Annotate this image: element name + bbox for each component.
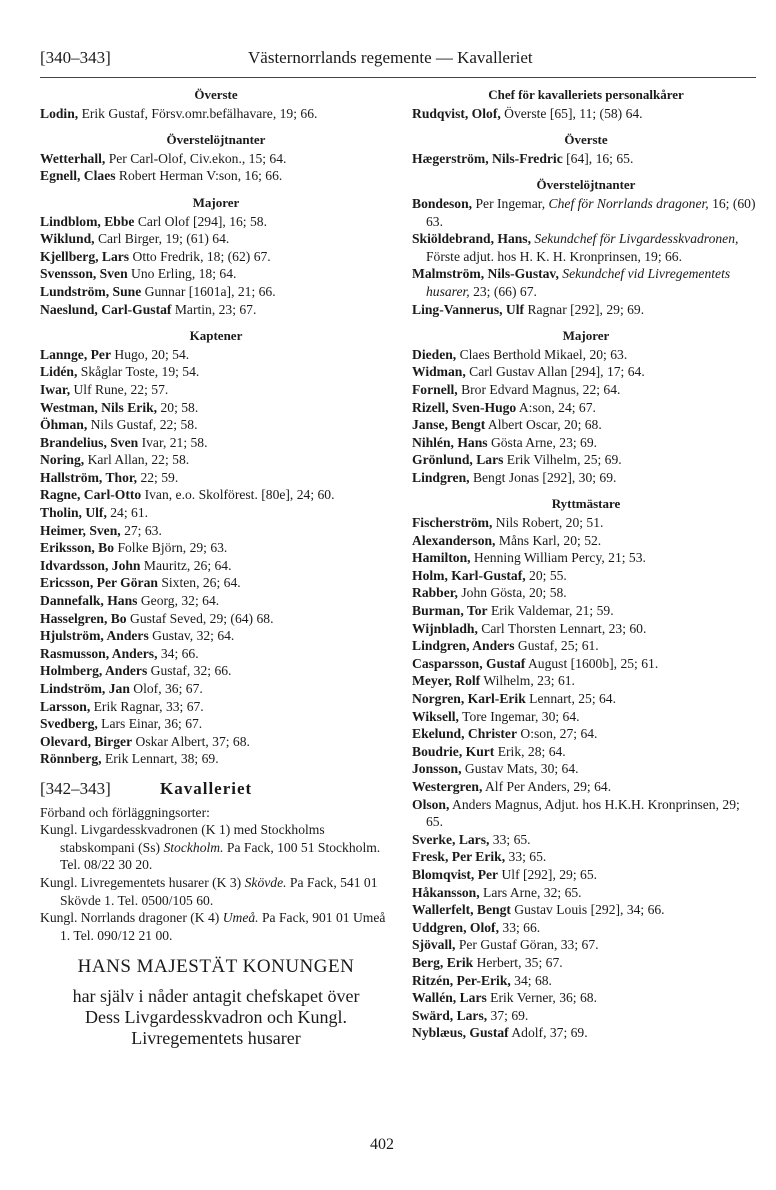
section-title-overstelojtnanter: Överstelöjtnanter xyxy=(536,177,636,193)
section-title-kaptener: Kaptener xyxy=(189,328,243,344)
entry-details: Hugo, 20; 54. xyxy=(110,346,190,362)
entry-name: Widman, xyxy=(412,364,466,380)
entry-details: Nils Robert, 20; 51. xyxy=(492,515,604,531)
unit-address: Pa Fack, 100 51 Stockholm. Tel. 08/22 30 20. xyxy=(60,839,381,873)
unit-location: Skövde. xyxy=(244,874,287,890)
unit-item xyxy=(40,821,392,874)
entry-details: Nils Gustaf, 22; 58. xyxy=(87,417,198,433)
entry-details: 24; 61. xyxy=(106,505,149,521)
entry-details: 34; 66. xyxy=(157,645,199,661)
list-item xyxy=(412,884,760,902)
entry-position: Chef för Norrlands dragoner, xyxy=(548,195,709,211)
entry-name: Meyer, Rolf xyxy=(412,673,481,689)
list-item xyxy=(412,760,760,778)
list-item xyxy=(40,504,392,522)
list-item xyxy=(40,105,392,123)
entry-details-tail: 16; (60) 63. xyxy=(426,195,756,229)
royal-line: har själv i nåder antagit chefskapet över xyxy=(72,985,360,1006)
list-item xyxy=(412,778,760,796)
entry-details: Gustaf, 25; 61. xyxy=(514,638,599,654)
entry-name: Wiksell, xyxy=(412,708,459,724)
entry-name: Wallén, Lars xyxy=(412,990,487,1006)
entry-name: Lindgren, Anders xyxy=(412,638,515,654)
list-item xyxy=(40,469,392,487)
entry-name: Heimer, Sven, xyxy=(40,522,121,538)
list-chef xyxy=(412,105,760,123)
section-title-majorer: Majorer xyxy=(562,328,610,344)
list-item xyxy=(412,399,760,417)
page-header xyxy=(40,48,756,72)
entry-details: 33; 65. xyxy=(505,849,547,865)
entry-details: Oskar Albert, 37; 68. xyxy=(132,733,250,749)
list-item xyxy=(412,451,760,469)
list-item xyxy=(412,866,760,884)
chapter-reference: [342–343] xyxy=(40,778,111,798)
royal-line: Dess Livgardesskvadron och Kungl. xyxy=(85,1006,347,1027)
entry-name: Skiöldebrand, Hans, xyxy=(412,231,531,247)
list-item xyxy=(40,150,392,168)
list-overstelojtnanter xyxy=(40,150,392,185)
entry-details: 22; 59. xyxy=(137,469,179,485)
entry-details: Karl Allan, 22; 58. xyxy=(84,452,190,468)
list-item xyxy=(40,283,392,301)
entry-details: Bror Edvard Magnus, 22; 64. xyxy=(457,381,621,397)
entry-details: 34; 68. xyxy=(510,972,552,988)
entry-details: August [1600b], 25; 61. xyxy=(525,655,659,671)
list-item xyxy=(40,213,392,231)
list-item xyxy=(412,796,760,831)
list-item xyxy=(40,592,392,610)
list-item xyxy=(40,451,392,469)
entry-details: Tore Ingemar, 30; 64. xyxy=(458,708,580,724)
entry-details: 20; 58. xyxy=(157,399,199,415)
list-item xyxy=(40,750,392,768)
units-list xyxy=(40,821,392,944)
entry-name: Ritzén, Per-Erik, xyxy=(412,972,511,988)
entry-name: Hasselgren, Bo xyxy=(40,610,127,626)
entry-name: Tholin, Ulf, xyxy=(40,505,107,521)
list-item xyxy=(412,1007,760,1025)
entry-name: Wiklund, xyxy=(40,231,95,247)
entry-details: Carl Gustav Allan [294], 17; 64. xyxy=(465,364,645,380)
entry-name: Wetterhall, xyxy=(40,150,106,166)
list-item xyxy=(40,715,392,733)
entry-details: Olof, 36; 67. xyxy=(129,681,203,696)
unit-name: Kungl. Livregementets husarer (K 3) xyxy=(40,874,245,890)
entry-name: Dannefalk, Hans xyxy=(40,593,138,609)
entry-details: Överste [65], 11; (58) 64. xyxy=(500,105,643,121)
entry-name: Hægerström, Nils-Fredric xyxy=(412,150,563,166)
unit-location: Umeå. xyxy=(222,910,259,926)
list-item xyxy=(412,919,760,937)
page-reference: [340–343] xyxy=(40,48,111,67)
entry-details: Gustav Mats, 30; 64. xyxy=(461,761,579,777)
entry-details: Wilhelm, 23; 61. xyxy=(480,673,575,689)
section-title-overste: Överste xyxy=(194,87,238,102)
list-majorer xyxy=(412,346,760,487)
entry-details: Robert Herman V:son, 16; 66. xyxy=(115,168,283,184)
list-item xyxy=(412,620,760,638)
unit-address: Pa Fack, 901 01 Umeå 1. Tel. 090/12 21 00. xyxy=(60,910,386,943)
list-item xyxy=(412,150,760,168)
entry-name: Wijnbladh, xyxy=(412,620,478,636)
entry-name: Norgren, Karl-Erik xyxy=(412,691,526,706)
entry-details: Lars Arne, 32; 65. xyxy=(479,884,582,900)
list-item xyxy=(40,662,392,680)
list-item xyxy=(412,672,760,690)
entry-name: Lundström, Sune xyxy=(40,283,142,299)
entry-details: Skåglar Toste, 19; 54. xyxy=(77,364,200,380)
entry-name: Håkansson, xyxy=(412,884,480,900)
entry-details: Erik Gustaf, Försv.omr.befälhavare, 19; 66. xyxy=(78,105,318,121)
entry-name: Holmberg, Anders xyxy=(40,663,148,679)
entry-name: Wallerfelt, Bengt xyxy=(412,902,511,918)
entry-details: 27; 63. xyxy=(120,522,162,538)
entry-details: Gustav Louis [292], 34; 66. xyxy=(510,902,665,918)
list-item xyxy=(412,434,760,452)
entry-name: Brandelius, Sven xyxy=(40,434,139,450)
entry-name: Ling-Vannerus, Ulf xyxy=(412,301,525,317)
list-item xyxy=(412,230,760,265)
entry-name: Larsson, xyxy=(40,698,91,714)
entry-details: Carl Birger, 19; (61) 64. xyxy=(94,231,230,247)
entry-details: Per Ingemar, xyxy=(472,195,549,211)
list-item xyxy=(412,989,760,1007)
entry-name: Rabber, xyxy=(412,585,458,601)
entry-name: Rudqvist, Olof, xyxy=(412,105,501,121)
section-title-chef: Chef för kavalleriets personalkårer xyxy=(488,87,684,102)
entry-details: Bengt Jonas [292], 30; 69. xyxy=(469,469,617,485)
entry-name: Lindblom, Ebbe xyxy=(40,213,135,229)
entry-name: Iwar, xyxy=(40,381,71,397)
page-number: 402 xyxy=(370,1136,394,1153)
list-item xyxy=(40,248,392,266)
list-item xyxy=(40,574,392,592)
entry-details: Ivan, e.o. Skolförest. [80e], 24; 60. xyxy=(141,487,335,503)
entry-position: Sekundchef för Livgardesskvadronen, xyxy=(534,231,739,247)
list-item xyxy=(412,532,760,550)
entry-position: Sekundchef vid Livregementets husarer, xyxy=(426,266,731,299)
entry-details: Martin, 23; 67. xyxy=(171,301,257,317)
entry-name: Uddgren, Olof, xyxy=(412,919,499,935)
entry-name: Fresk, Per Erik, xyxy=(412,849,506,865)
unit-item xyxy=(40,909,392,944)
list-item xyxy=(40,539,392,557)
entry-name: Ragne, Carl-Otto xyxy=(40,487,142,503)
royal-line: Livregementets husarer xyxy=(131,1027,301,1048)
entry-name: Burman, Tor xyxy=(412,603,488,619)
list-item xyxy=(40,346,392,364)
list-item xyxy=(412,514,760,532)
list-item xyxy=(412,195,760,230)
entry-details: Måns Karl, 20; 52. xyxy=(495,532,602,548)
entry-details: Gunnar [1601a], 21; 66. xyxy=(141,283,276,299)
entry-details: Gösta Arne, 23; 69. xyxy=(487,434,598,450)
entry-details: John Gösta, 20; 58. xyxy=(457,585,567,601)
list-item xyxy=(412,416,760,434)
list-item xyxy=(40,416,392,434)
unit-name: Kungl. Norrlands dragoner (K 4) xyxy=(40,910,223,926)
list-overste xyxy=(40,105,392,123)
list-item xyxy=(412,725,760,743)
entry-name: Eriksson, Bo xyxy=(40,540,115,556)
entry-details: 33; 66. xyxy=(499,919,541,935)
list-item xyxy=(40,627,392,645)
list-overstelojtnanter xyxy=(412,195,760,318)
entry-name: Janse, Bengt xyxy=(412,417,486,433)
list-item xyxy=(412,346,760,364)
list-item xyxy=(412,265,760,300)
entry-details: Mauritz, 26; 64. xyxy=(140,557,232,573)
entry-details: Henning William Percy, 21; 53. xyxy=(470,550,646,566)
unit-item xyxy=(40,874,392,909)
entry-details: 37; 69. xyxy=(487,1007,529,1023)
entry-name: Westman, Nils Erik, xyxy=(40,399,158,415)
entry-name: Casparsson, Gustaf xyxy=(412,655,526,671)
entry-details: Lennart, 25; 64. xyxy=(525,691,617,706)
entry-details: Otto Fredrik, 18; (62) 67. xyxy=(129,248,271,264)
entry-name: Rasmusson, Anders, xyxy=(40,645,158,661)
entry-name: Olevard, Birger xyxy=(40,733,133,749)
list-item xyxy=(412,567,760,585)
entry-details: Sixten, 26; 64. xyxy=(157,575,241,591)
entry-details: Erik Ragnar, 33; 67. xyxy=(90,698,204,714)
list-item xyxy=(40,434,392,452)
entry-name: Rönnberg, xyxy=(40,751,102,767)
list-item xyxy=(40,363,392,381)
section-title-overste: Överste xyxy=(564,132,608,148)
entry-details: Adolf, 37; 69. xyxy=(508,1025,588,1041)
entry-details: Erik Valdemar, 21; 59. xyxy=(487,603,614,619)
unit-location: Stockholm. xyxy=(163,839,224,855)
entry-details: Uno Erling, 18; 64. xyxy=(127,266,237,282)
list-item xyxy=(40,698,392,716)
list-item xyxy=(40,522,392,540)
royal-text xyxy=(40,986,392,1049)
entry-details: Alf Per Anders, 29; 64. xyxy=(482,778,612,794)
entry-name: Noring, xyxy=(40,452,85,468)
entry-details-tail: Förste adjut. hos H. K. H. Kronprinsen, 19; 66. xyxy=(426,248,682,264)
entry-details: Anders Magnus, Adjut. hos H.K.H. Kronprinsen, 29; 65. xyxy=(426,796,740,830)
list-item xyxy=(412,637,760,655)
list-item xyxy=(40,680,392,698)
entry-name: Hjulström, Anders xyxy=(40,628,149,644)
entry-details: Per Carl-Olof, Civ.ekon., 15; 64. xyxy=(105,150,287,166)
royal-heading: HANS MAJESTÄT KONUNGEN xyxy=(77,956,355,978)
section-title-majorer: Majorer xyxy=(192,194,240,210)
right-column xyxy=(412,86,760,1042)
entry-details: Gustaf, 32; 66. xyxy=(147,663,232,679)
list-item xyxy=(40,645,392,663)
list-item xyxy=(40,486,392,504)
entry-details: Ulf Rune, 22; 57. xyxy=(70,381,169,397)
list-item xyxy=(40,381,392,399)
list-item xyxy=(412,1024,760,1042)
entry-name: Olson, xyxy=(412,796,450,812)
page-title: Västernorrlands regemente — Kavalleriet xyxy=(248,48,533,67)
list-ryttmastare xyxy=(412,514,760,1042)
entry-name: Svedberg, xyxy=(40,716,98,732)
list-kaptener xyxy=(40,346,392,768)
list-item xyxy=(412,301,760,319)
list-item xyxy=(412,381,760,399)
entry-name: Nyblæus, Gustaf xyxy=(412,1025,509,1041)
unit-address: Pa Fack, 541 01 Skövde 1. Tel. 0500/105 60. xyxy=(60,874,378,908)
list-item xyxy=(412,972,760,990)
list-overste xyxy=(412,150,760,168)
list-item xyxy=(412,363,760,381)
entry-name: Lidén, xyxy=(40,364,78,380)
entry-details: [64], 16; 65. xyxy=(562,150,634,166)
entry-name: Swärd, Lars, xyxy=(412,1007,488,1023)
entry-details: Ragnar [292], 29; 69. xyxy=(524,301,645,317)
entry-name: Malmström, Nils-Gustav, xyxy=(412,266,559,282)
entry-name: Bondeson, xyxy=(412,195,473,211)
entry-name: Dieden, xyxy=(412,346,457,362)
entry-details-tail: 23; (66) 67. xyxy=(469,283,537,299)
list-item xyxy=(40,230,392,248)
entry-details: 33; 65. xyxy=(489,831,531,847)
list-item xyxy=(412,549,760,567)
entry-details: Gustav, 32; 64. xyxy=(148,628,235,644)
unit-name: Kungl. Livgardesskvadronen (K 1) med Stockholms stabskompani (Ss) xyxy=(40,822,325,855)
entry-details: Ulf [292], 29; 65. xyxy=(498,866,598,882)
entry-details: A:son, 24; 67. xyxy=(516,399,596,415)
entry-name: Idvardsson, John xyxy=(40,557,141,573)
section-title-ryttmastare: Ryttmästare xyxy=(551,496,621,512)
entry-name: Alexanderson, xyxy=(412,532,496,548)
entry-name: Lannge, Per xyxy=(40,346,111,362)
entry-details: Erik Vilhelm, 25; 69. xyxy=(503,452,622,468)
list-majorer xyxy=(40,213,392,319)
entry-name: Rizell, Sven-Hugo xyxy=(412,399,517,415)
entry-details: Ivar, 21; 58. xyxy=(138,434,208,450)
entry-name: Westergren, xyxy=(412,778,483,794)
list-item xyxy=(40,399,392,417)
list-item xyxy=(412,584,760,602)
list-item xyxy=(412,602,760,620)
entry-details: Carl Thorsten Lennart, 23; 60. xyxy=(477,620,647,636)
list-item xyxy=(412,743,760,761)
list-item xyxy=(412,469,760,487)
list-item xyxy=(412,901,760,919)
entry-name: Nihlén, Hans xyxy=(412,434,488,450)
list-item xyxy=(40,733,392,751)
entry-name: Ekelund, Christer xyxy=(412,726,517,742)
list-item xyxy=(412,708,760,726)
entry-details: O:son, 27; 64. xyxy=(517,726,598,742)
list-item xyxy=(412,655,760,673)
entry-name: Fischerström, xyxy=(412,515,493,531)
entry-name: Holm, Karl-Gustaf, xyxy=(412,567,526,583)
entry-name: Sverke, Lars, xyxy=(412,831,490,847)
list-item xyxy=(412,831,760,849)
list-item xyxy=(40,610,392,628)
entry-details: Erik Verner, 36; 68. xyxy=(486,990,597,1006)
list-item xyxy=(412,690,760,708)
entry-name: Kjellberg, Lars xyxy=(40,248,130,264)
entry-details: Albert Oscar, 20; 68. xyxy=(485,417,602,433)
entry-name: Svensson, Sven xyxy=(40,266,128,282)
entry-details: Claes Berthold Mikael, 20; 63. xyxy=(456,346,628,362)
entry-details: Folke Björn, 29; 63. xyxy=(114,540,228,556)
entry-details: Erik Lennart, 38; 69. xyxy=(101,751,219,767)
entry-name: Lindström, Jan xyxy=(40,681,130,696)
entry-name: Blomqvist, Per xyxy=(412,866,499,882)
entry-details: Erik, 28; 64. xyxy=(494,743,566,759)
entry-name: Berg, Erik xyxy=(412,954,474,970)
list-item xyxy=(412,848,760,866)
entry-name: Grönlund, Lars xyxy=(412,452,504,468)
chapter-name: Kavalleriet xyxy=(160,778,253,798)
header-rule xyxy=(40,77,756,78)
list-item xyxy=(40,557,392,575)
entry-name: Sjövall, xyxy=(412,937,456,953)
entry-name: Naeslund, Carl-Gustaf xyxy=(40,301,172,317)
list-item xyxy=(412,936,760,954)
entry-details: Herbert, 35; 67. xyxy=(473,954,563,970)
entry-details: Per Gustaf Göran, 33; 67. xyxy=(455,937,599,953)
entry-name: Hamilton, xyxy=(412,550,471,566)
entry-details: Carl Olof [294], 16; 58. xyxy=(134,213,267,229)
entry-name: Lindgren, xyxy=(412,469,470,485)
entry-details: Gustaf Seved, 29; (64) 68. xyxy=(126,610,274,626)
entry-name: Boudrie, Kurt xyxy=(412,743,495,759)
list-item xyxy=(412,954,760,972)
left-column xyxy=(40,86,392,1049)
list-item xyxy=(412,105,760,123)
units-intro: Förband och förläggningsorter: xyxy=(40,804,210,820)
entry-name: Jonsson, xyxy=(412,761,462,777)
list-item xyxy=(40,167,392,185)
entry-name: Lodin, xyxy=(40,105,79,121)
entry-name: Ericsson, Per Göran xyxy=(40,575,158,591)
entry-name: Egnell, Claes xyxy=(40,168,116,184)
list-item xyxy=(40,265,392,283)
entry-name: Fornell, xyxy=(412,381,458,397)
entry-name: Öhman, xyxy=(40,417,88,433)
list-item xyxy=(40,301,392,319)
section-title-overstelojtnanter: Överstelöjtnanter xyxy=(166,132,266,148)
entry-details: Georg, 32; 64. xyxy=(137,593,220,609)
entry-details: 20; 55. xyxy=(525,567,567,583)
entry-details: Lars Einar, 36; 67. xyxy=(97,716,203,732)
chapter-heading xyxy=(40,780,392,798)
entry-name: Hallström, Thor, xyxy=(40,469,138,485)
